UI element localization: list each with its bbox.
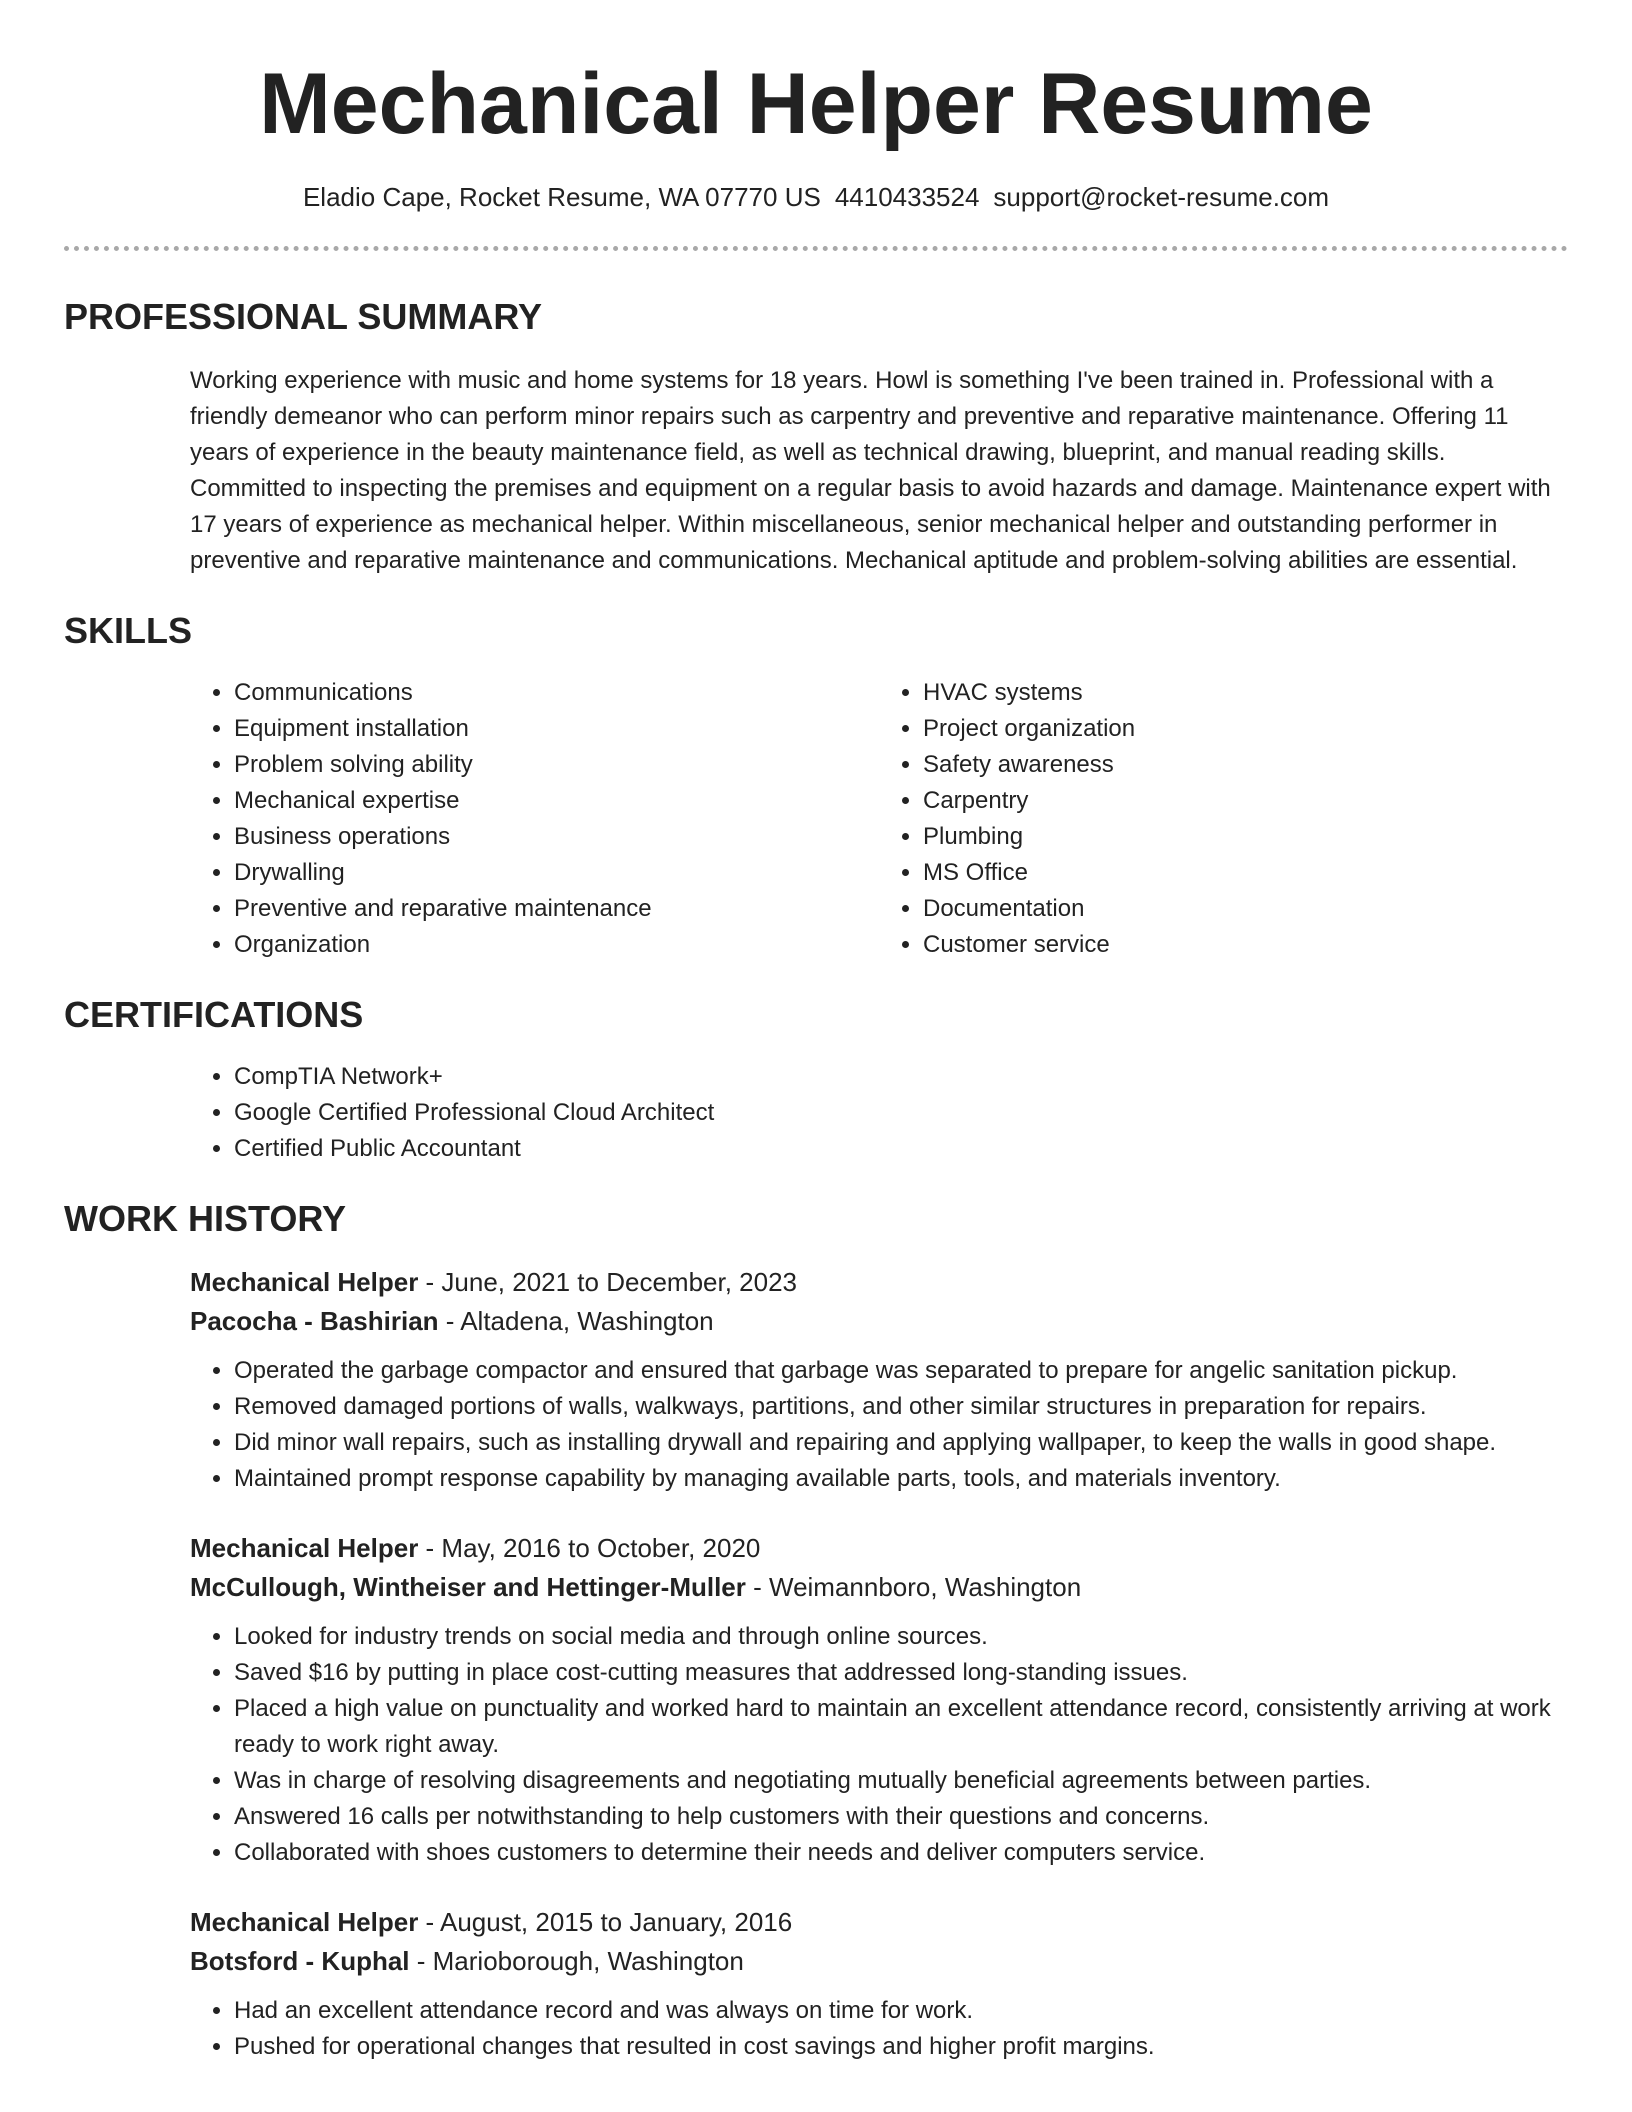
job-title: Mechanical Helper	[190, 1267, 419, 1297]
skill-item: • Preventive and reparative maintenance	[234, 891, 879, 927]
certifications-block	[190, 1059, 1568, 1167]
skill-item: • Customer service	[923, 927, 1568, 963]
job-entry	[190, 1263, 1568, 1497]
skill-item: • Problem solving ability	[234, 747, 879, 783]
work-history-heading: WORK HISTORY	[64, 1198, 347, 1239]
job-bullets	[190, 1619, 1568, 1871]
job-location: - Weimannboro, Washington	[745, 1572, 1082, 1602]
job-bullets	[190, 1993, 1568, 2065]
job-bullets	[190, 1353, 1568, 1497]
job-bullet: • Saved $16 by putting in place cost-cutting measures that addressed long-standing issues.	[234, 1655, 1568, 1691]
certifications-list	[190, 1059, 1568, 1167]
job-bullet: • Placed a high value on punctuality and worked hard to maintain an excellent attendance record, consistently arriving at work ready to work right away.	[234, 1691, 1568, 1763]
job-title-line	[190, 1529, 1568, 1568]
skills-list-left	[190, 675, 879, 963]
contact-phone: 4410433524	[834, 182, 980, 212]
job-location: - Altadena, Washington	[438, 1306, 714, 1336]
certification-item: • Certified Public Accountant	[234, 1131, 1568, 1167]
skill-item: • Safety awareness	[923, 747, 1568, 783]
skill-item: • Plumbing	[923, 819, 1568, 855]
job-company-line	[190, 1302, 1568, 1341]
job-title-line	[190, 1263, 1568, 1302]
job-title-line	[190, 1903, 1568, 1942]
job-dates: - August, 2015 to January, 2016	[418, 1907, 793, 1937]
contact-line	[64, 180, 1568, 214]
job-bullet: • Had an excellent attendance record and was always on time for work.	[234, 1993, 1568, 2029]
skill-item: • Drywalling	[234, 855, 879, 891]
resume-title: Mechanical Helper Resume	[259, 56, 1373, 152]
job-company-line	[190, 1568, 1568, 1607]
job-dates: - May, 2016 to October, 2020	[418, 1533, 761, 1563]
skills-list-right	[879, 675, 1568, 963]
job-bullet: • Was in charge of resolving disagreements and negotiating mutually beneficial agreements between parties.	[234, 1763, 1568, 1799]
job-bullet: • Operated the garbage compactor and ensured that garbage was separated to prepare for angelic sanitation pickup.	[234, 1353, 1568, 1389]
skill-item: • Documentation	[923, 891, 1568, 927]
job-bullet: • Looked for industry trends on social media and through online sources.	[234, 1619, 1568, 1655]
skills-heading: SKILLS	[64, 610, 193, 651]
job-title: Mechanical Helper	[190, 1533, 419, 1563]
skill-item: • Equipment installation	[234, 711, 879, 747]
job-bullet: • Collaborated with shoes customers to determine their needs and deliver computers service.	[234, 1835, 1568, 1871]
job-bullet: • Answered 16 calls per notwithstanding to help customers with their questions and concerns.	[234, 1799, 1568, 1835]
job-company-line	[190, 1942, 1568, 1981]
job-bullet: • Did minor wall repairs, such as installing drywall and repairing and applying wallpaper, to keep the walls in good shape.	[234, 1425, 1568, 1461]
job-bullet: • Pushed for operational changes that resulted in cost savings and higher profit margins.	[234, 2029, 1568, 2065]
certification-item: • Google Certified Professional Cloud Architect	[234, 1095, 1568, 1131]
job-entry	[190, 1903, 1568, 2065]
job-bullet: • Maintained prompt response capability by managing available parts, tools, and materials inventory.	[234, 1461, 1568, 1497]
job-bullet: • Removed damaged portions of walls, walkways, partitions, and other similar structures in preparation for repairs.	[234, 1389, 1568, 1425]
header-divider	[64, 246, 1568, 251]
certification-item: • CompTIA Network+	[234, 1059, 1568, 1095]
certifications-heading: CERTIFICATIONS	[64, 994, 364, 1035]
job-location: - Marioborough, Washington	[409, 1946, 744, 1976]
contact-address: Eladio Cape, Rocket Resume, WA 07770 US	[302, 182, 821, 212]
job-company: McCullough, Wintheiser and Hettinger-Muller	[190, 1572, 746, 1602]
summary-text: Working experience with music and home systems for 18 years. Howl is something I've been trained in. Professional with a friendly demeanor who can perform minor repairs such as carpentry and preventive and reparative maintenance. Offering 11 years of experience in the beauty maintenance field, as well as technical drawing, blueprint, and manual reading skills. Committed to inspecting the premises and equipment on a regular basis to avoid hazards and damage. Maintenance expert with 17 years of experience as mechanical helper. Within miscellaneous, senior mechanical helper and outstanding performer in preventive and reparative maintenance and communications. Mechanical aptitude and problem-solving abilities are essential.	[190, 367, 1551, 574]
resume-page	[64, 0, 1568, 2065]
skill-item: • Organization	[234, 927, 879, 963]
skill-item: • Mechanical expertise	[234, 783, 879, 819]
skill-item: • Business operations	[234, 819, 879, 855]
skill-item: • Project organization	[923, 711, 1568, 747]
summary-heading: PROFESSIONAL SUMMARY	[64, 296, 543, 337]
contact-email: support@rocket-resume.com	[993, 182, 1330, 212]
job-company: Botsford - Kuphal	[190, 1946, 410, 1976]
skill-item: • MS Office	[923, 855, 1568, 891]
job-entry	[190, 1529, 1568, 1871]
job-company: Pacocha - Bashirian	[190, 1306, 439, 1336]
skill-item: • Communications	[234, 675, 879, 711]
skills-columns	[190, 675, 1568, 963]
skill-item: • HVAC systems	[923, 675, 1568, 711]
job-dates: - June, 2021 to December, 2023	[418, 1267, 798, 1297]
job-title: Mechanical Helper	[190, 1907, 419, 1937]
skill-item: • Carpentry	[923, 783, 1568, 819]
